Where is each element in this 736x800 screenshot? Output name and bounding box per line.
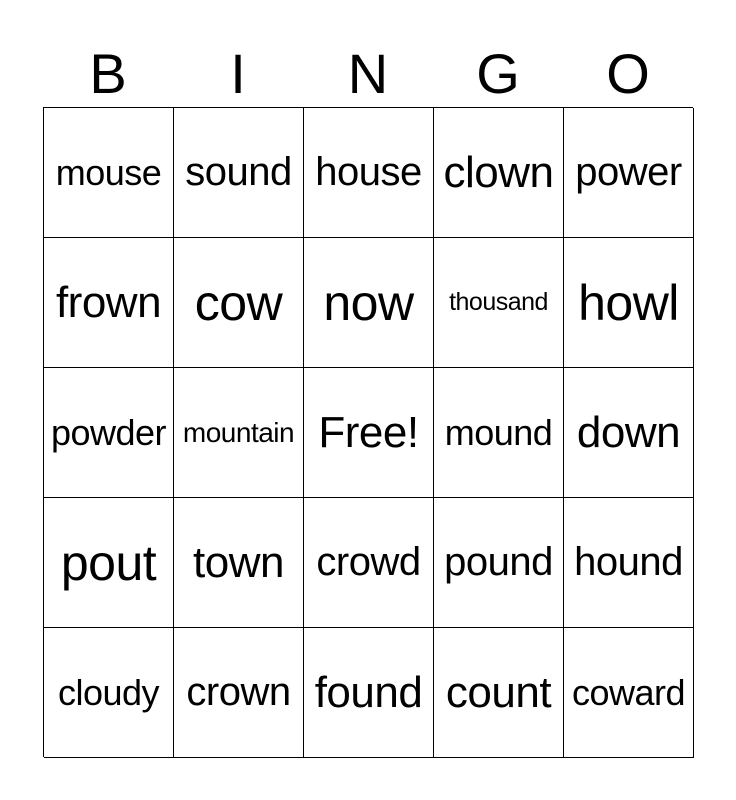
- bingo-cell[interactable]: count: [434, 628, 564, 758]
- bingo-cell[interactable]: mountain: [174, 368, 304, 498]
- bingo-cell[interactable]: frown: [44, 238, 174, 368]
- bingo-cell[interactable]: crown: [174, 628, 304, 758]
- bingo-cell[interactable]: mound: [434, 368, 564, 498]
- bingo-cell[interactable]: cloudy: [44, 628, 174, 758]
- bingo-cell[interactable]: hound: [564, 498, 694, 628]
- header-letter-i: I: [230, 42, 246, 105]
- bingo-cell[interactable]: power: [564, 108, 694, 238]
- header-letter-o: O: [606, 42, 650, 105]
- bingo-cell[interactable]: pound: [434, 498, 564, 628]
- bingo-cell[interactable]: sound: [174, 108, 304, 238]
- header-letter-n: N: [347, 42, 389, 105]
- bingo-cell[interactable]: down: [564, 368, 694, 498]
- bingo-cell[interactable]: crowd: [304, 498, 434, 628]
- bingo-cell[interactable]: clown: [434, 108, 564, 238]
- bingo-cell[interactable]: found: [304, 628, 434, 758]
- bingo-cell[interactable]: coward: [564, 628, 694, 758]
- bingo-cell[interactable]: mouse: [44, 108, 174, 238]
- bingo-cell[interactable]: powder: [44, 368, 174, 498]
- bingo-cell[interactable]: howl: [564, 238, 694, 368]
- bingo-grid: [43, 107, 693, 757]
- header-letter-b: B: [89, 42, 127, 105]
- bingo-header: [43, 40, 693, 108]
- bingo-cell[interactable]: thousand: [434, 238, 564, 368]
- bingo-cell[interactable]: town: [174, 498, 304, 628]
- bingo-cell[interactable]: now: [304, 238, 434, 368]
- bingo-cell[interactable]: cow: [174, 238, 304, 368]
- bingo-cell[interactable]: house: [304, 108, 434, 238]
- header-letter-g: G: [476, 42, 520, 105]
- free-space-cell[interactable]: Free!: [304, 368, 434, 498]
- bingo-cell[interactable]: pout: [44, 498, 174, 628]
